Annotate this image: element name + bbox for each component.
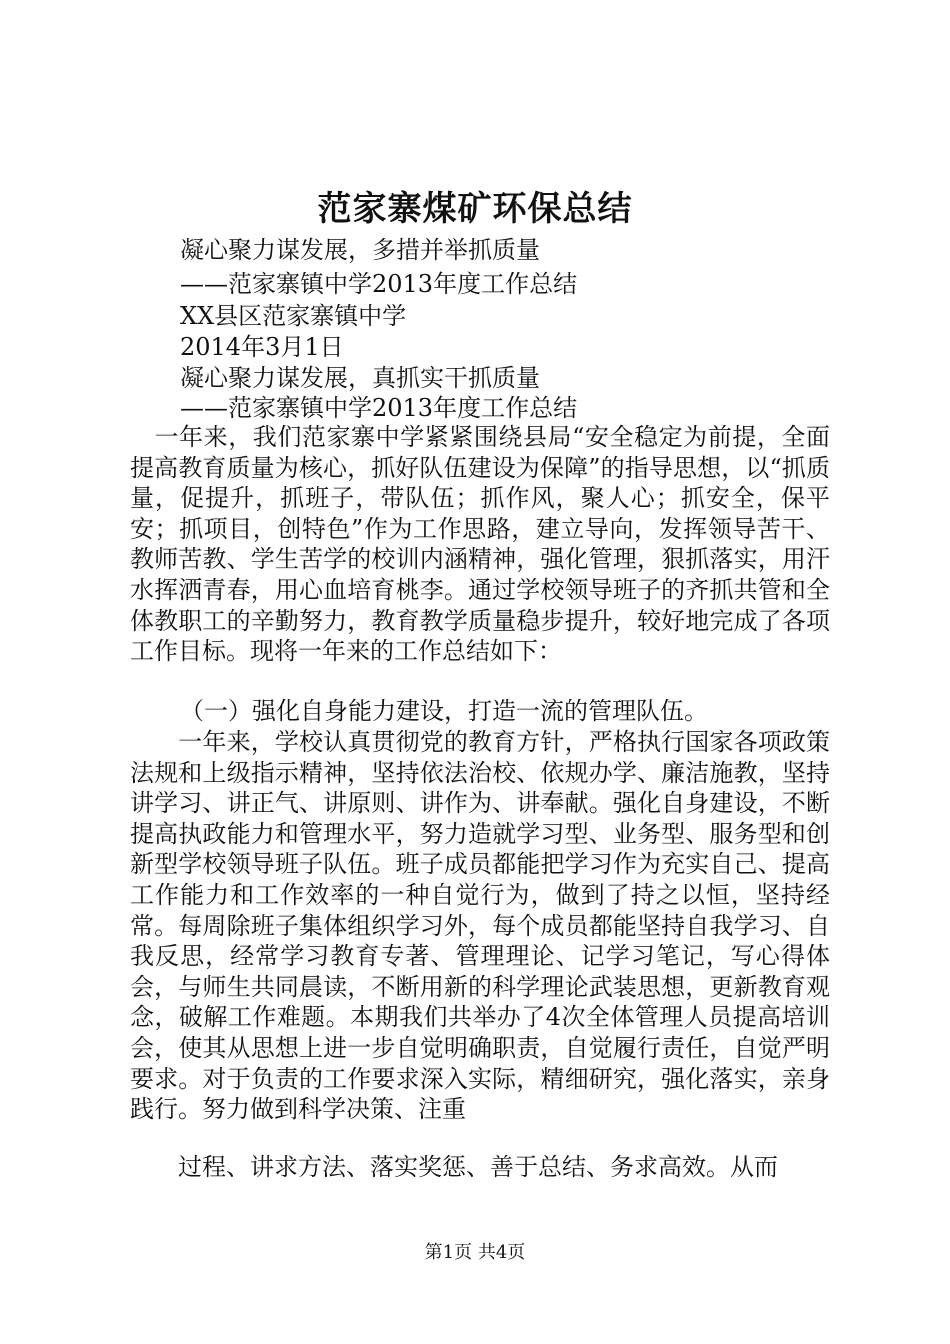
subtitle-line-1: 凝心聚力谋发展，多措并举抓质量: [180, 236, 540, 264]
body-paragraph-1: 一年来，我们范家寨中学紧紧围绕县局“安全稳定为前提，全面提高教育质量为核心，抓好队伍建设为保障”的指导思想，以“抓质量，促提升，抓班子，带队伍；抓作风，聚人心；抓安全，保平安；抓项目，创特色”作为工作思路，建立导向，发挥领导苦干、教师苦教、学生苦学的校训内涵精神，强化管理，狠抓落实，用汗水挥洒青春，用心血培育桃李。通过学校领导班子的齐抓共管和全体教职工的辛勤努力，教育教学质量稳步提升，较好地完成了各项工作目标。现将一年来的工作总结如下：: [130, 423, 830, 666]
body-paragraph-2: 一年来，学校认真贯彻党的教育方针，严格执行国家各项政策法规和上级指示精神，坚持依法治校、依规办学、廉洁施教，坚持讲学习、讲正气、讲原则、讲作为、讲奉献。强化自身建设，不断提高执政能力和管理水平，努力造就学习型、业务型、服务型和创新型学校领导班子队伍。班子成员都能把学习作为充实自己、提高工作能力和工作效率的一种自觉行为，做到了持之以恒，坚持经常。每周除班子集体组织学习外，每个成员都能坚持自我学习、自我反思，经常学习教育专著、管理理论、记学习笔记，写心得体会，与师生共同晨读，不断用新的科学理论武装思想，更新教育观念，破解工作难题。本期我们共举办了4次全体管理人员提高培训会，使其从思想上进一步自觉明确职责，自觉履行责任，自觉严明要求。对于负责的工作要求深入实际，精细研究，强化落实，亲身践行。努力做到科学决策、注重: [130, 728, 830, 1124]
section-heading-1: （一）强化自身能力建设，打造一流的管理队伍。: [180, 697, 708, 725]
date-line: 2014年3月1日: [180, 333, 344, 361]
body-paragraph-3: 过程、讲求方法、落实奖惩、善于总结、务求高效。从而: [130, 1153, 778, 1181]
school-name-line: XX县区范家寨镇中学: [180, 302, 407, 330]
subtitle-line-4: ——范家寨镇中学2013年度工作总结: [180, 394, 578, 422]
subtitle-line-3: 凝心聚力谋发展，真抓实干抓质量: [180, 364, 540, 392]
document-title: 范家寨煤矿环保总结: [317, 189, 633, 229]
page-number-footer: 第1页 共4页: [424, 1242, 526, 1263]
subtitle-line-2: ——范家寨镇中学2013年度工作总结: [180, 270, 578, 298]
